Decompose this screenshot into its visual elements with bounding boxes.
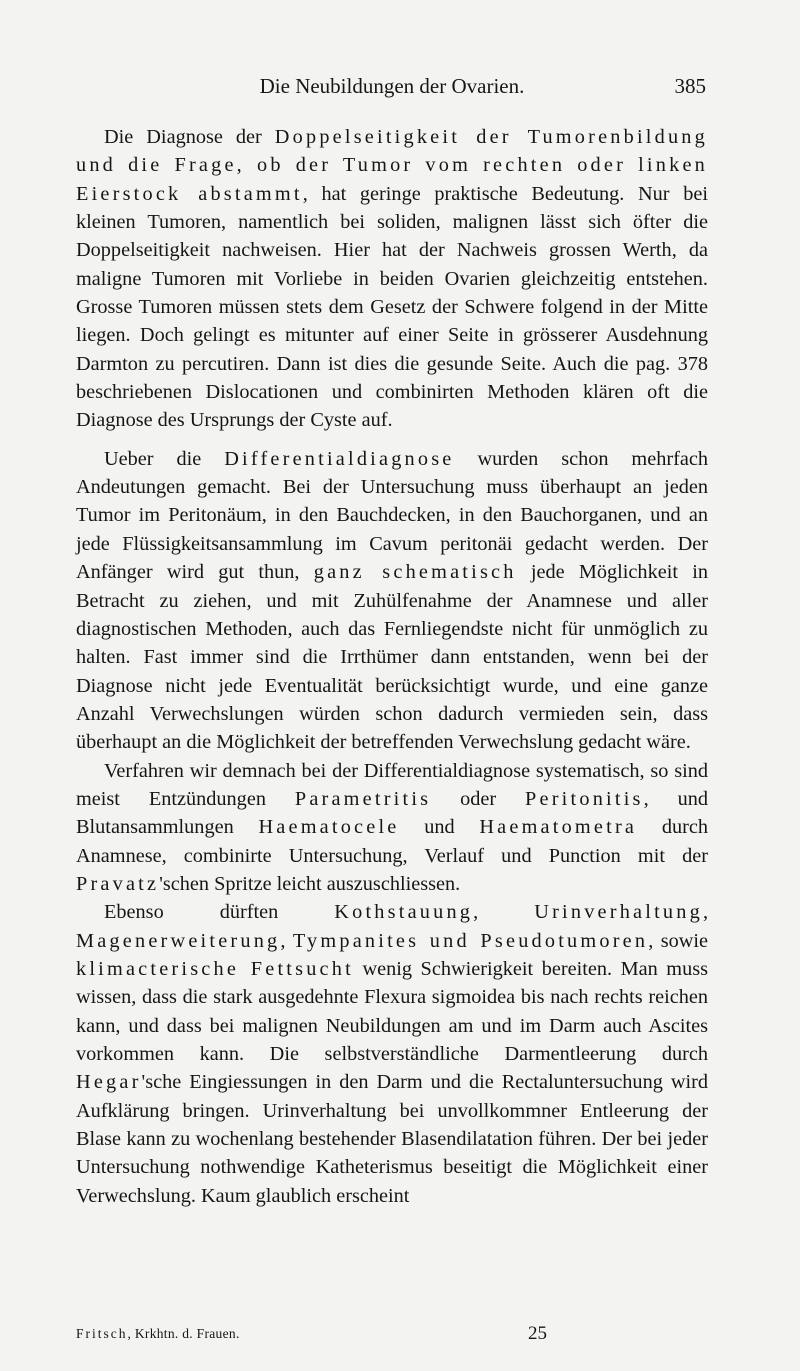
emphasized-term: klimacterische Fettsucht <box>76 957 354 980</box>
text-run: 'sche Eingiessungen in den Darm und die Rectaluntersuchung wird Aufklärung bringen. Urinverhaltung bei unvollkommner Entleerung der Blase kann zu wochenlang bestehender Blasendilatation führen. Der bei jeder Untersuchung nothwendige Katheterismus beseitigt die Möglichkeit einer Verwechslung. Kaum glaublich erscheint <box>76 1071 708 1207</box>
emphasized-term: Hegar <box>76 1071 142 1094</box>
running-title: Die Neubildungen der Ovarien. <box>259 74 525 98</box>
emphasized-term: Tympanites und Pseudotumoren <box>292 929 649 952</box>
paragraph-differential-diagnosis <box>76 445 708 757</box>
paragraph-diagnosis-bilaterality <box>76 123 708 435</box>
signature-mark: 25 <box>528 1323 547 1344</box>
emphasized-term: Pravatz <box>76 872 160 895</box>
emphasized-term: Peritonitis <box>525 787 644 810</box>
text-run: und <box>399 816 480 839</box>
running-head <box>78 74 706 108</box>
text-run: , und Blutansammlungen <box>76 787 709 839</box>
footer-reference <box>76 1326 240 1342</box>
text-run: wenig Schwierigkeit bereiten. Man muss wissen, dass die stark ausgedehnte Flexura sigmoidea bis nach rechts reichen kann, und dass bei malignen Neubildungen am und im Darm auch Ascites vorkommen kann. Die selbstverständliche Darmentleerung durch <box>76 957 708 1065</box>
text-run: wurden schon mehrfach Andeutungen gemacht. Bei der Untersuchung muss überhaupt an jeden Tumor im Peritonäum, in den Bauchdecken, in den Bauchorganen, und an jede Flüssigkeitsansammlung im Cavum peritonäi gedacht werden. Der Anfänger wird gut thun, <box>76 447 709 584</box>
emphasized-term: Magenerweiterung <box>76 929 281 952</box>
emphasized-term: Urinverhaltung <box>534 901 703 924</box>
page-footer <box>76 1324 708 1348</box>
footer-book-title: , Krkhtn. d. Frauen. <box>127 1326 240 1341</box>
emphasized-term: Parametritis <box>294 787 432 810</box>
emphasized-term: Doppelseitigkeit der Tumorenbildung und die Frage, ob der Tumor vom rechten oder linken Eierstock abstammt <box>76 126 708 205</box>
text-run: Verfahren wir demnach bei der Differentialdiagnose systematisch, so sind meist Entzündungen <box>76 759 708 810</box>
text-run: , <box>280 929 293 952</box>
text-run: durch Anamnese, combinirte Untersuchung, Verlauf und Punction mit der <box>76 816 708 867</box>
text-run: Die Diagnose der <box>104 126 275 148</box>
emphasized-term: Haematocele <box>258 816 400 839</box>
emphasized-term: Haematometra <box>479 816 638 839</box>
emphasized-term: ganz schematisch <box>313 561 517 584</box>
paragraph-other-conditions <box>76 898 708 1210</box>
text-run: , sowie <box>648 929 709 952</box>
emphasized-term: Kothstauung <box>334 901 474 924</box>
text-run: jede Möglichkeit in Betracht zu ziehen, und mit Zuhülfenahme der Anamnese und aller diagnostischen Methoden, auch das Fernliegendste nicht für unmöglich zu halten. Fast immer sind die Irrthümer dann entstanden, wenn bei der Diagnose nicht jede Eventualität berücksichtigt wurde, und eine ganze Anzahl Verwechslungen würden schon dadurch vermieden sein, dass überhaupt an die Möglichkeit der betreffenden Verwechslung gedacht wäre. <box>76 561 708 754</box>
emphasized-term: Differentialdiagnose <box>224 447 455 470</box>
footer-author: Fritsch <box>76 1326 128 1341</box>
text-run: , hat geringe praktische Bedeutung. Nur bei kleinen Tumoren, namentlich bei soliden, malignen lässt sich öfter die Doppelseitigkeit nachweisen. Hier hat der Nachweis grossen Werth, da maligne Tumoren mit Vorliebe in beiden Ovarien gleichzeitig entstehen. Grosse Tumoren müssen stets dem Gesetz der Schwere folgend in der Mitte liegen. Doch gelingt es mitunter auf einer Seite in grösserer Ausdehnung Darmton zu percutiren. Dann ist dies die gesunde Seite. Auch die pag. 378 beschriebenen Dislocationen und combinirten Methoden klären oft die Diagnose des Ursprungs der Cyste auf. <box>76 182 708 432</box>
text-run: oder <box>431 787 526 810</box>
text-run: Ueber die <box>104 447 225 470</box>
body-text <box>76 123 708 1210</box>
text-run: , <box>702 901 709 924</box>
text-run: 'schen Spritze leicht auszuschliessen. <box>159 872 461 895</box>
text-run: Ebenso dürften <box>104 901 335 924</box>
page-number: 385 <box>674 74 706 98</box>
text-run: , <box>473 901 535 924</box>
paragraph-systematic-procedure <box>76 757 708 899</box>
